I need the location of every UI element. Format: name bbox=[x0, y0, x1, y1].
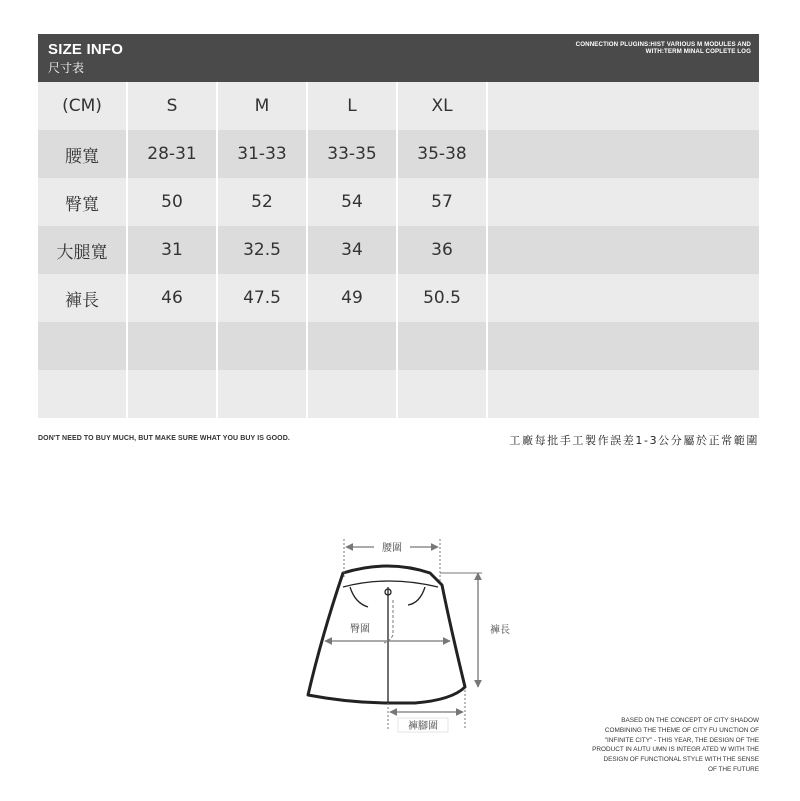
header-tagline bbox=[491, 41, 751, 55]
table-row bbox=[38, 370, 759, 418]
concept-line: BASED ON THE CONCEPT OF CITY SHADOW bbox=[621, 717, 759, 724]
table-cell: 54 bbox=[307, 178, 397, 226]
concept-line: COMBINING THE THEME OF CITY FU UNCTION OF bbox=[604, 726, 759, 734]
header-tagline-line-1: CONNECTION PLUGINS:HIST VARIOUS M MODULES AND bbox=[575, 41, 751, 48]
table-cell bbox=[127, 322, 217, 370]
header-tagline-line-2: WITH:TERM MINAL COPLETE LOG bbox=[645, 48, 751, 55]
table-header-cell: L bbox=[307, 82, 397, 130]
table-row bbox=[38, 274, 759, 322]
table-blank-cell bbox=[487, 82, 759, 130]
concept-line: OF THE FUTURE bbox=[707, 765, 759, 773]
hem-label: 褲腳圍 bbox=[408, 721, 438, 732]
table-row bbox=[38, 130, 759, 178]
table-blank-cell bbox=[487, 130, 759, 178]
table-cell: 50 bbox=[127, 178, 217, 226]
length-label: 褲長 bbox=[490, 625, 510, 636]
table-cell: 31 bbox=[127, 226, 217, 274]
table-cell bbox=[397, 322, 487, 370]
size-table bbox=[38, 82, 759, 418]
size-info-header bbox=[38, 34, 759, 82]
table-row bbox=[38, 226, 759, 274]
table-blank-cell bbox=[487, 226, 759, 274]
concept-line: DESIGN OF FUNCTIONAL STYLE WITH THE SENSE bbox=[603, 756, 759, 764]
table-cell: 32.5 bbox=[217, 226, 307, 274]
table-header-cell: (CM) bbox=[38, 82, 127, 130]
table-cell bbox=[127, 370, 217, 418]
waist-label: 腰圍 bbox=[382, 543, 402, 554]
shorts-diagram-svg bbox=[300, 525, 530, 745]
hem-arrow bbox=[388, 690, 465, 732]
table-blank-cell bbox=[487, 274, 759, 322]
table-blank-cell bbox=[487, 178, 759, 226]
table-row-label: 褲長 bbox=[38, 274, 127, 322]
measurement-diagram bbox=[300, 525, 530, 745]
table-row-label bbox=[38, 322, 127, 370]
hip-label: 臀圍 bbox=[350, 624, 370, 635]
table-header-cell: XL bbox=[397, 82, 487, 130]
slogan-text: DON'T NEED TO BUY MUCH, BUT MAKE SURE WHAT YOU BUY IS GOOD. bbox=[38, 435, 290, 442]
table-cell: 49 bbox=[307, 274, 397, 322]
table-cell: 35-38 bbox=[397, 130, 487, 178]
table-row-label: 大腿寬 bbox=[38, 226, 127, 274]
shorts-outline-icon bbox=[308, 566, 465, 703]
table-cell bbox=[307, 370, 397, 418]
concept-description bbox=[559, 716, 759, 775]
table-cell: 36 bbox=[397, 226, 487, 274]
table-cell: 50.5 bbox=[397, 274, 487, 322]
concept-line: "INFINITE CITY" - THIS YEAR, THE DESIGN OF THE bbox=[604, 736, 759, 744]
table-cell: 31-33 bbox=[217, 130, 307, 178]
table-header-row bbox=[38, 82, 759, 130]
table-blank-cell bbox=[487, 322, 759, 370]
table-row bbox=[38, 178, 759, 226]
table-cell: 47.5 bbox=[217, 274, 307, 322]
table-cell: 46 bbox=[127, 274, 217, 322]
size-chart-subtitle: 尺寸表 bbox=[48, 61, 85, 75]
table-cell: 57 bbox=[397, 178, 487, 226]
table-cell bbox=[217, 322, 307, 370]
tolerance-note: 工廠每批手工製作誤差1-3公分屬於正常範圍 bbox=[509, 434, 759, 447]
table-row-label bbox=[38, 370, 127, 418]
table-cell bbox=[397, 370, 487, 418]
table-cell: 33-35 bbox=[307, 130, 397, 178]
table-row-label: 臀寬 bbox=[38, 178, 127, 226]
table-cell: 52 bbox=[217, 178, 307, 226]
size-info-title: SIZE INFO bbox=[48, 41, 124, 58]
table-cell: 34 bbox=[307, 226, 397, 274]
table-cell bbox=[217, 370, 307, 418]
table-row bbox=[38, 322, 759, 370]
table-cell: 28-31 bbox=[127, 130, 217, 178]
waist-arrow bbox=[344, 539, 440, 581]
table-blank-cell bbox=[487, 370, 759, 418]
table-row-label: 腰寬 bbox=[38, 130, 127, 178]
table-header-cell: M bbox=[217, 82, 307, 130]
table-cell bbox=[307, 322, 397, 370]
table-header-cell: S bbox=[127, 82, 217, 130]
concept-line: PRODUCT IN AUTU UMN IS INTEGR ATED W WITH THE bbox=[592, 746, 759, 754]
